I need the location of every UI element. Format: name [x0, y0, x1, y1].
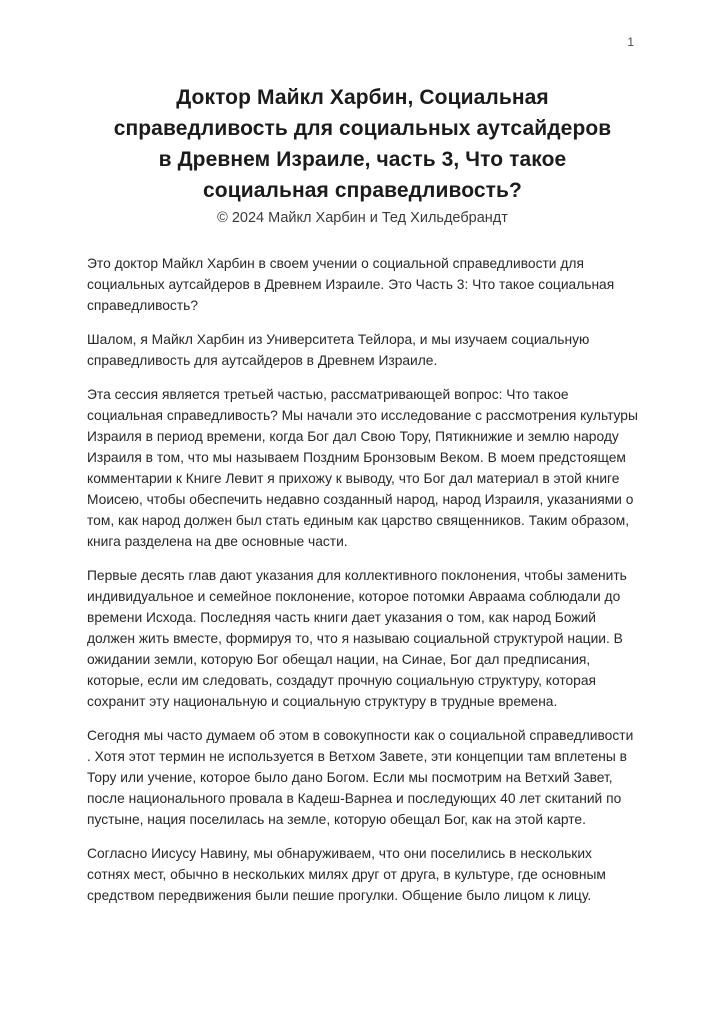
document-body: [87, 253, 638, 906]
paragraph: Первые десять глав дают указания для коллективного поклонения, чтобы заменить индивидуальное и семейное поклонение, которое потомки Авраама соблюдали до времени Исхода. Последняя часть книги дает указания о том, как народ Божий должен жить вместе, формируя то, что я называю социальной структурой нации. В ожидании земли, которую Бог обещал нации, на Синае, Бог дал предписания, которые, если им следовать, создадут прочную социальную структуру, которая сохранит эту национальную и социальную структуру в трудные времена.: [87, 568, 627, 709]
title-line: Доктор Майкл Харбин, Социальная: [176, 86, 549, 109]
title-line: социальная справедливость?: [203, 179, 522, 202]
page-number: 1: [627, 35, 634, 49]
paragraph: Это доктор Майкл Харбин в своем учении о социальной справедливости для социальных аутсайдеров в Древнем Израиле. Это Часть 3: Что такое социальная справедливость?: [87, 256, 615, 313]
paragraph: Согласно Иисусу Навину, мы обнаруживаем, что они поселились в нескольких сотнях мест, обычно в нескольких милях друг от друга, в культуре, где основным средством передвижения были пешие прогулки. Общение было лицом к лицу.: [87, 846, 606, 903]
paragraph: Сегодня мы часто думаем об этом в совокупности как о социальной справедливости . Хотя этот термин не используется в Ветхом Завете, эти концепции там вплетены в Тору или учение, которое было дано Богом. Если мы посмотрим на Ветхий Завет, после национального провала в Кадеш-Варнеа и последующих 40 лет скитаний по пустыне, нация поселилась на земле, которую обещал Бог, как на этой карте.: [87, 728, 634, 827]
copyright-line: © 2024 Майкл Харбин и Тед Хильдебрандт: [217, 210, 508, 226]
document-title: [87, 82, 638, 206]
paragraph: Шалом, я Майкл Харбин из Университета Тейлора, и мы изучаем социальную справедливость для аутсайдеров в Древнем Израиле.: [87, 332, 590, 368]
title-line: справедливость для социальных аутсайдеров: [113, 117, 612, 140]
paragraph: Эта сессия является третьей частью, рассматривающей вопрос: Что такое социальная справедливость? Мы начали это исследование с рассмотрения культуры Израиля в период времени, когда Бог дал Свою Тору, Пятикнижие и землю народу Израиля в том, что мы называем Поздним Бронзовым Веком. В моем предстоящем комментарии к Книге Левит я прихожу к выводу, что Бог дал материал в этой книге Моисею, чтобы обеспечить недавно созданный народ, народ Израиля, указаниями о том, как народ должен был стать единым как царство священников. Таким образом, книга разделена на две основные части.: [87, 387, 638, 549]
title-line: в Древнем Израиле, часть 3, Что такое: [158, 148, 567, 171]
